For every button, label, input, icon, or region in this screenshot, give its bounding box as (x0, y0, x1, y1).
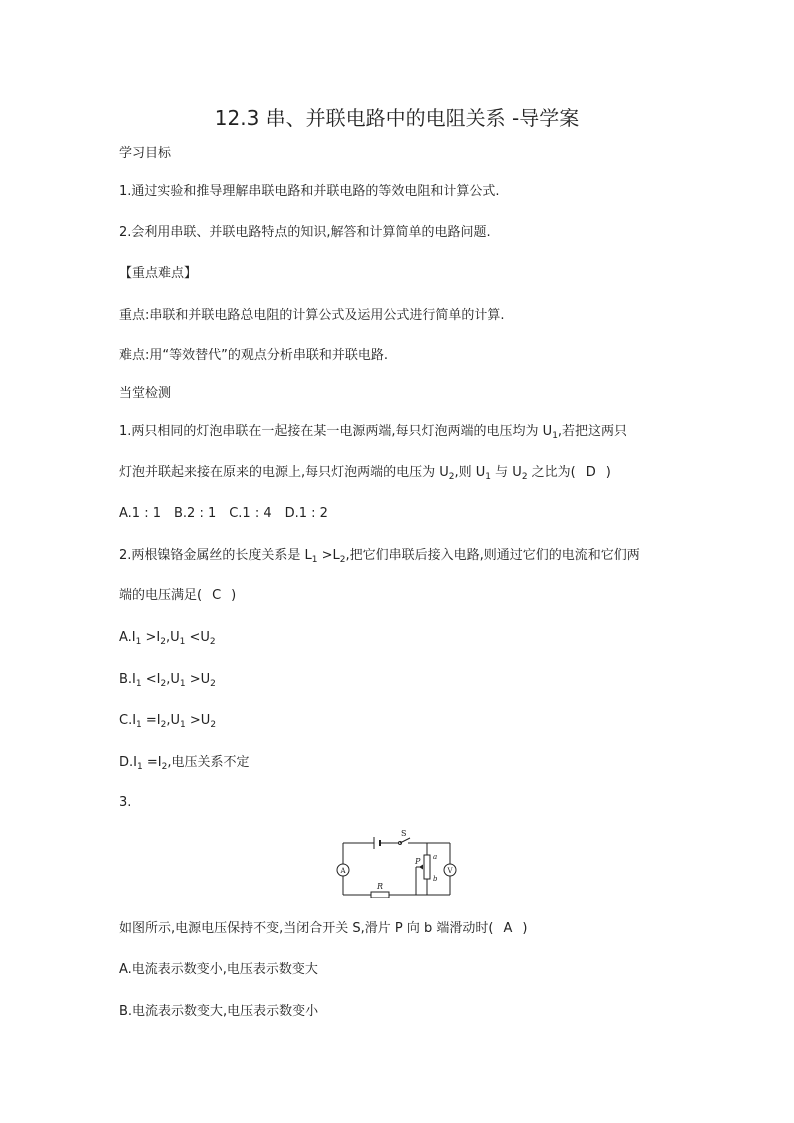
key-points-heading: 【重点难点】 (119, 266, 198, 281)
q3-option-a: A.电流表示数变小,电压表示数变大 (119, 962, 318, 977)
q3-answer: A (503, 921, 513, 936)
resistor-label: R (377, 882, 384, 891)
end-a-label: a (433, 853, 438, 861)
q2-line2: 端的电压满足( C ) (119, 588, 237, 603)
q2-answer: C (212, 588, 222, 603)
slider-label: P (415, 857, 421, 866)
circuit-diagram (334, 826, 462, 898)
q2-option-c: $C.I_1 =I_2,U_1 >U_2$ (119, 713, 217, 730)
switch-label: S (401, 829, 407, 838)
voltmeter-label: V (447, 867, 453, 875)
goals-heading: 学习目标 (119, 146, 172, 161)
q2-line1: 2.两根镍铬金属丝的长度关系是 $L_1 >L_2$,把它们串联后接入电路,则通过它们的电流和它们两 (119, 548, 640, 565)
q1-line2: 灯泡并联起来接在原来的电源上,每只灯泡两端的电压为 $U_2$,则 $U_1$ 与 $U_2$ 之比为( D ) (119, 465, 611, 482)
q3-option-b: B.电流表示数变大,电压表示数变小 (119, 1004, 319, 1019)
q3-stem: 如图所示,电源电压保持不变,当闭合开关 S,滑片 P 向 b 端滑动时( A ) (119, 921, 528, 936)
goal-1: 1.通过实验和推导理解串联电路和并联电路的等效电阻和计算公式. (119, 184, 500, 199)
q3-number: 3. (119, 795, 132, 810)
goal-2: 2.会利用串联、并联电路特点的知识,解答和计算简单的电路问题. (119, 225, 491, 240)
resistor-icon (371, 892, 389, 898)
end-b-label: b (433, 875, 438, 883)
rheostat-icon (424, 855, 430, 879)
difficulty-text: 难点:用“等效替代”的观点分析串联和并联电路. (119, 348, 388, 363)
q2-option-a: $A.I_1 >I_2,U_1 <U_2$ (119, 630, 216, 647)
focus-text: 重点:串联和并联电路总电阻的计算公式及运用公式进行简单的计算. (119, 308, 505, 323)
ammeter-label: A (340, 867, 346, 875)
q1-line1: 1.两只相同的灯泡串联在一起接在某一电源两端,每只灯泡两端的电压均为 $U_1$,若把这两只 (119, 424, 628, 441)
q2-option-b: $B.I_1 <I_2,U_1 >U_2$ (119, 672, 216, 689)
switch-lever (400, 838, 410, 843)
q1-options: A.1 : 1 B.2 : 1 C.1 : 4 D.1 : 2 (119, 506, 328, 521)
q2-option-d: $D.I_1 =I_2$,电压关系不定 (119, 755, 250, 772)
test-heading: 当堂检测 (119, 386, 172, 401)
page-title: 12.3 串、并联电路中的电阻关系 -导学案 (214, 106, 580, 130)
q1-answer: D (585, 465, 596, 480)
